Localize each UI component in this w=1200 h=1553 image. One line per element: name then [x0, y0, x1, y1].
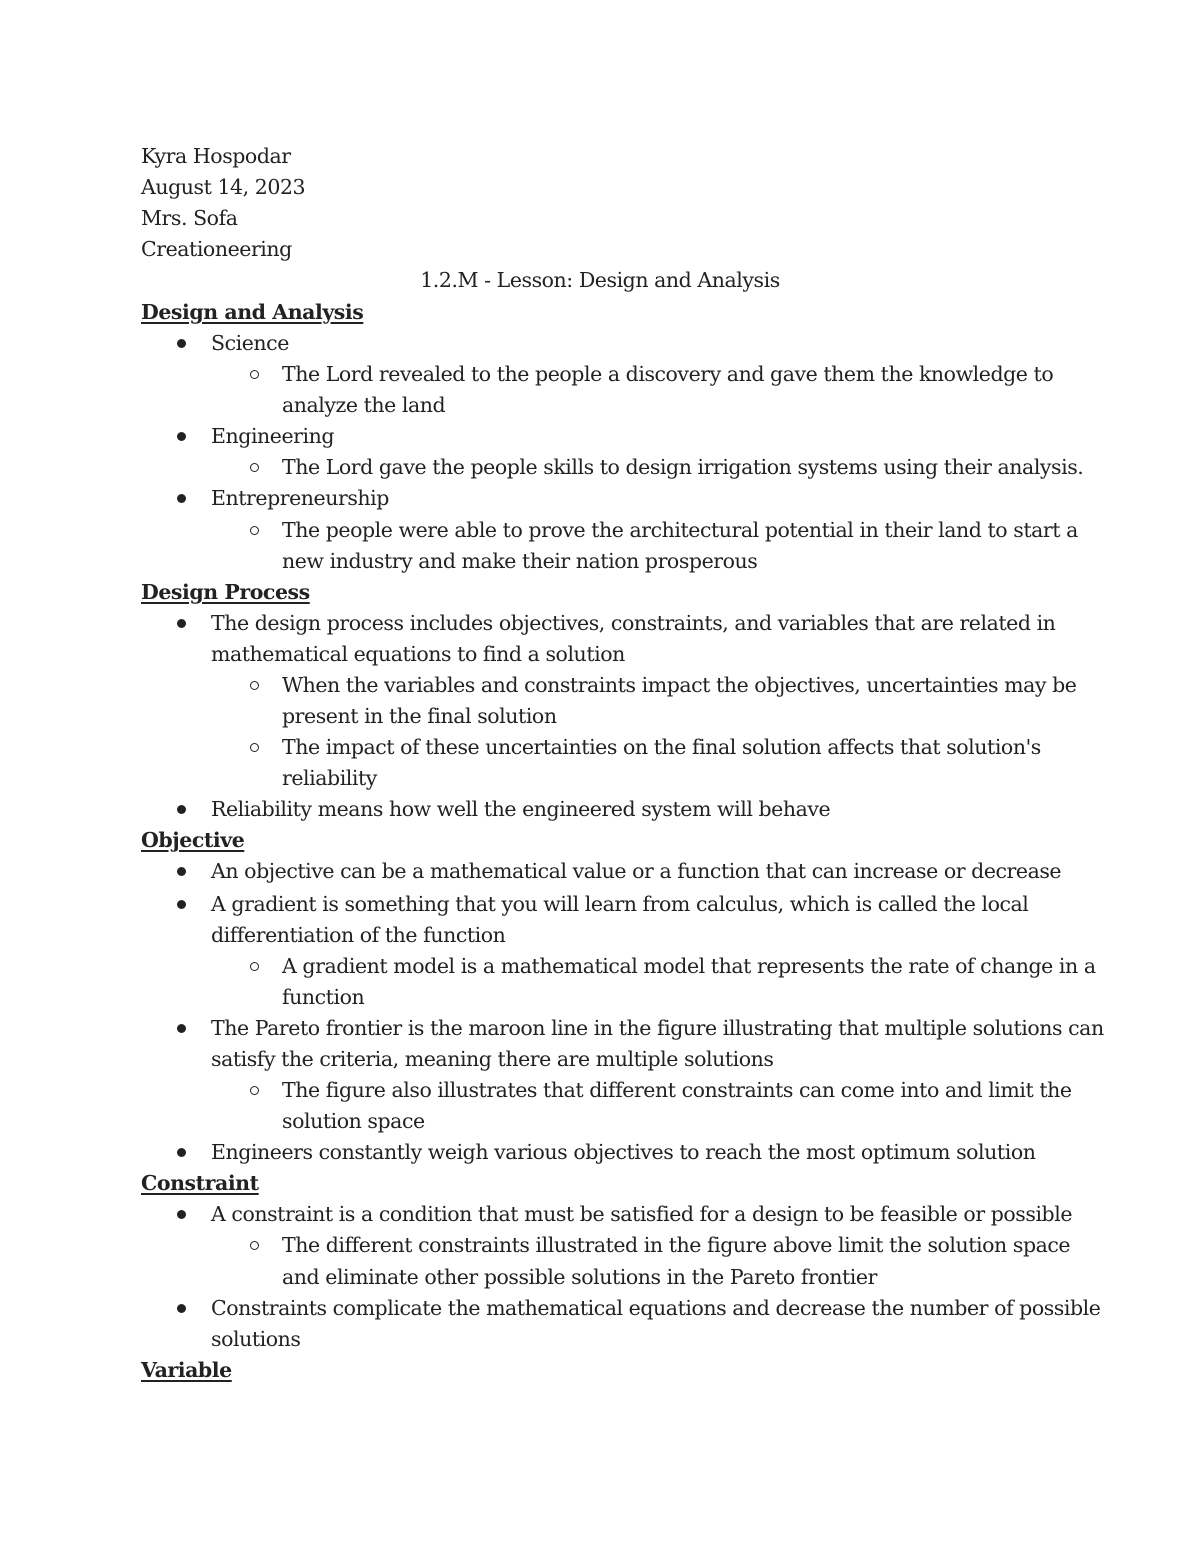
sub-bullet-icon — [250, 1086, 259, 1095]
list-item: Engineers constantly weigh various objectives to reach the most optimum solution — [211, 1140, 1036, 1164]
list-item-continued: solutions — [211, 1327, 301, 1351]
list-item: The design process includes objectives, constraints, and variables that are related in — [211, 611, 1056, 635]
teacher-name: Mrs. Sofa — [141, 206, 238, 230]
sub-bullet-icon — [250, 1241, 259, 1250]
sub-list-item-continued: and eliminate other possible solutions in the Pareto frontier — [282, 1265, 877, 1289]
document-date: August 14, 2023 — [141, 175, 306, 199]
bullet-icon — [177, 900, 186, 909]
bullet-icon — [177, 1148, 186, 1157]
list-item-engineering: Engineering — [211, 424, 335, 448]
sub-list-item: The different constraints illustrated in the figure above limit the solution space — [282, 1233, 1071, 1257]
list-item: An objective can be a mathematical value or a function that can increase or decrease — [211, 859, 1062, 883]
sub-bullet-icon — [250, 681, 259, 690]
sub-bullet-icon — [250, 962, 259, 971]
sub-list-item: The Lord gave the people skills to design irrigation systems using their analysis. — [282, 455, 1084, 479]
section-heading-variable: Variable — [141, 1358, 232, 1382]
bullet-icon — [177, 867, 186, 876]
bullet-icon — [177, 1304, 186, 1313]
list-item-continued: satisfy the criteria, meaning there are multiple solutions — [211, 1047, 774, 1071]
sub-list-item: The Lord revealed to the people a discovery and gave them the knowledge to — [282, 362, 1054, 386]
course-name: Creationeering — [141, 237, 292, 261]
bullet-icon — [177, 432, 186, 441]
bullet-icon — [177, 494, 186, 503]
sub-list-item-continued: solution space — [282, 1109, 425, 1133]
sub-list-item: The figure also illustrates that different constraints can come into and limit the — [282, 1078, 1072, 1102]
sub-bullet-icon — [250, 526, 259, 535]
list-item-entrepreneurship: Entrepreneurship — [211, 486, 389, 510]
list-item: Reliability means how well the engineered system will behave — [211, 797, 831, 821]
author-name: Kyra Hospodar — [141, 144, 291, 168]
sub-list-item-continued: reliability — [282, 766, 377, 790]
sub-list-item: When the variables and constraints impact the objectives, uncertainties may be — [282, 673, 1077, 697]
sub-list-item: The people were able to prove the architectural potential in their land to start a — [282, 518, 1078, 542]
sub-list-item: A gradient model is a mathematical model that represents the rate of change in a — [282, 954, 1096, 978]
list-item: A constraint is a condition that must be satisfied for a design to be feasible or possible — [211, 1202, 1073, 1226]
bullet-icon — [177, 1024, 186, 1033]
list-item: The Pareto frontier is the maroon line in the figure illustrating that multiple solutions can — [211, 1016, 1104, 1040]
list-item: Constraints complicate the mathematical equations and decrease the number of possible — [211, 1296, 1101, 1320]
section-heading-objective: Objective — [141, 828, 245, 852]
sub-list-item-continued: new industry and make their nation prosperous — [282, 549, 758, 573]
sub-list-item: The impact of these uncertainties on the final solution affects that solution's — [282, 735, 1041, 759]
sub-list-item-continued: function — [282, 985, 365, 1009]
sub-bullet-icon — [250, 370, 259, 379]
section-heading-design-analysis: Design and Analysis — [141, 300, 364, 324]
section-heading-constraint: Constraint — [141, 1171, 259, 1195]
list-item: A gradient is something that you will learn from calculus, which is called the local — [211, 892, 1029, 916]
list-item-continued: mathematical equations to find a solution — [211, 642, 625, 666]
sub-list-item-continued: present in the final solution — [282, 704, 557, 728]
list-item-science: Science — [211, 331, 289, 355]
bullet-icon — [177, 1210, 186, 1219]
bullet-icon — [177, 805, 186, 814]
list-item-continued: differentiation of the function — [211, 923, 506, 947]
sub-list-item-continued: analyze the land — [282, 393, 446, 417]
sub-bullet-icon — [250, 743, 259, 752]
bullet-icon — [177, 619, 186, 628]
bullet-icon — [177, 339, 186, 348]
document-title: 1.2.M - Lesson: Design and Analysis — [420, 268, 780, 292]
section-heading-design-process: Design Process — [141, 580, 310, 604]
sub-bullet-icon — [250, 463, 259, 472]
